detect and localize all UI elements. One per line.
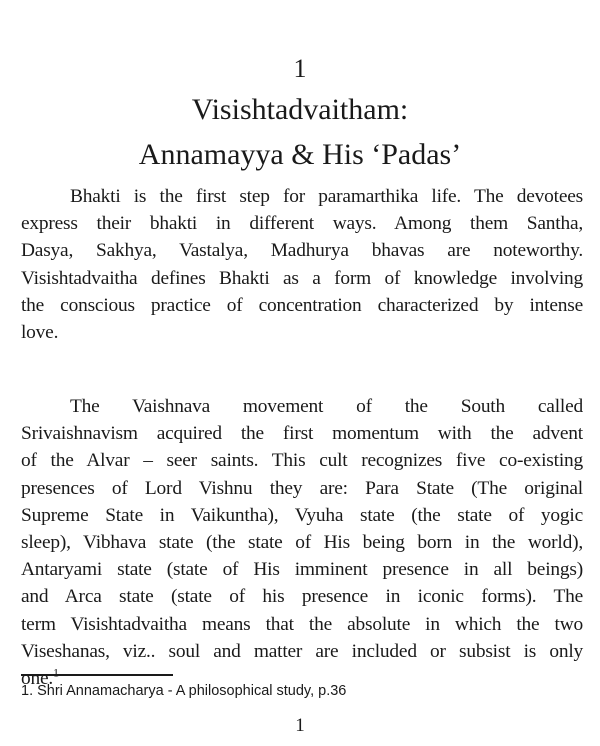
paragraph-line: and Arca state (state of his presence in iconic forms). The xyxy=(21,586,583,608)
paragraph-line: Dasya, Sakhya, Vastalya, Madhurya bhavas are noteworthy. xyxy=(21,240,583,262)
paragraph-line: sleep), Vibhava state (the state of His being born in the world), xyxy=(21,531,583,553)
chapter-number: 1 xyxy=(293,54,307,83)
paragraph-line: Visishtadvaitha defines Bhakti as a form of knowledge involving xyxy=(21,267,583,289)
paragraph-line: Supreme State in Vaikuntha), Vyuha state (the state of yogic xyxy=(21,504,583,526)
paragraph-line: Viseshanas, viz.. soul and matter are included or subsist is only xyxy=(21,640,583,662)
paragraph-line: term Visishtadvaitha means that the absolute in which the two xyxy=(21,613,583,635)
page-number: 1 xyxy=(295,715,305,736)
footnote-divider xyxy=(21,674,173,676)
paragraph-line: The Vaishnava movement of the South called xyxy=(70,396,583,417)
footnote: 1. Shri Annamacharya - A philosophical study, p.36 xyxy=(21,683,347,699)
paragraph-line: Antaryami state (state of His imminent presence in all beings) xyxy=(21,559,583,581)
paragraph-line: the conscious practice of concentration characterized by intense xyxy=(21,294,583,316)
chapter-title-line-1: Visishtadvaitham: xyxy=(191,93,409,126)
paragraph-line: of the Alvar – seer saints. This cult recognizes five co-existing xyxy=(21,450,583,472)
paragraph-1 xyxy=(21,183,583,346)
paragraph-line: express their bhakti in different ways. Among them Santha, xyxy=(21,213,583,235)
paragraph-line: Bhakti is the first step for paramarthika life. The devotees xyxy=(70,186,583,207)
paragraph-line: Srivaishnavism acquired the first momentum with the advent xyxy=(21,423,583,445)
footnote-marker[interactable]: 1 xyxy=(53,665,59,680)
chapter-title-line-2: Annamayya & His ‘Padas’ xyxy=(138,138,462,171)
paragraph-line-text: one. xyxy=(21,667,54,689)
paragraph-line: love. xyxy=(21,321,59,343)
paragraph-line: presences of Lord Vishnu they are: Para State (The original xyxy=(21,477,583,499)
paragraph-2 xyxy=(21,393,583,692)
